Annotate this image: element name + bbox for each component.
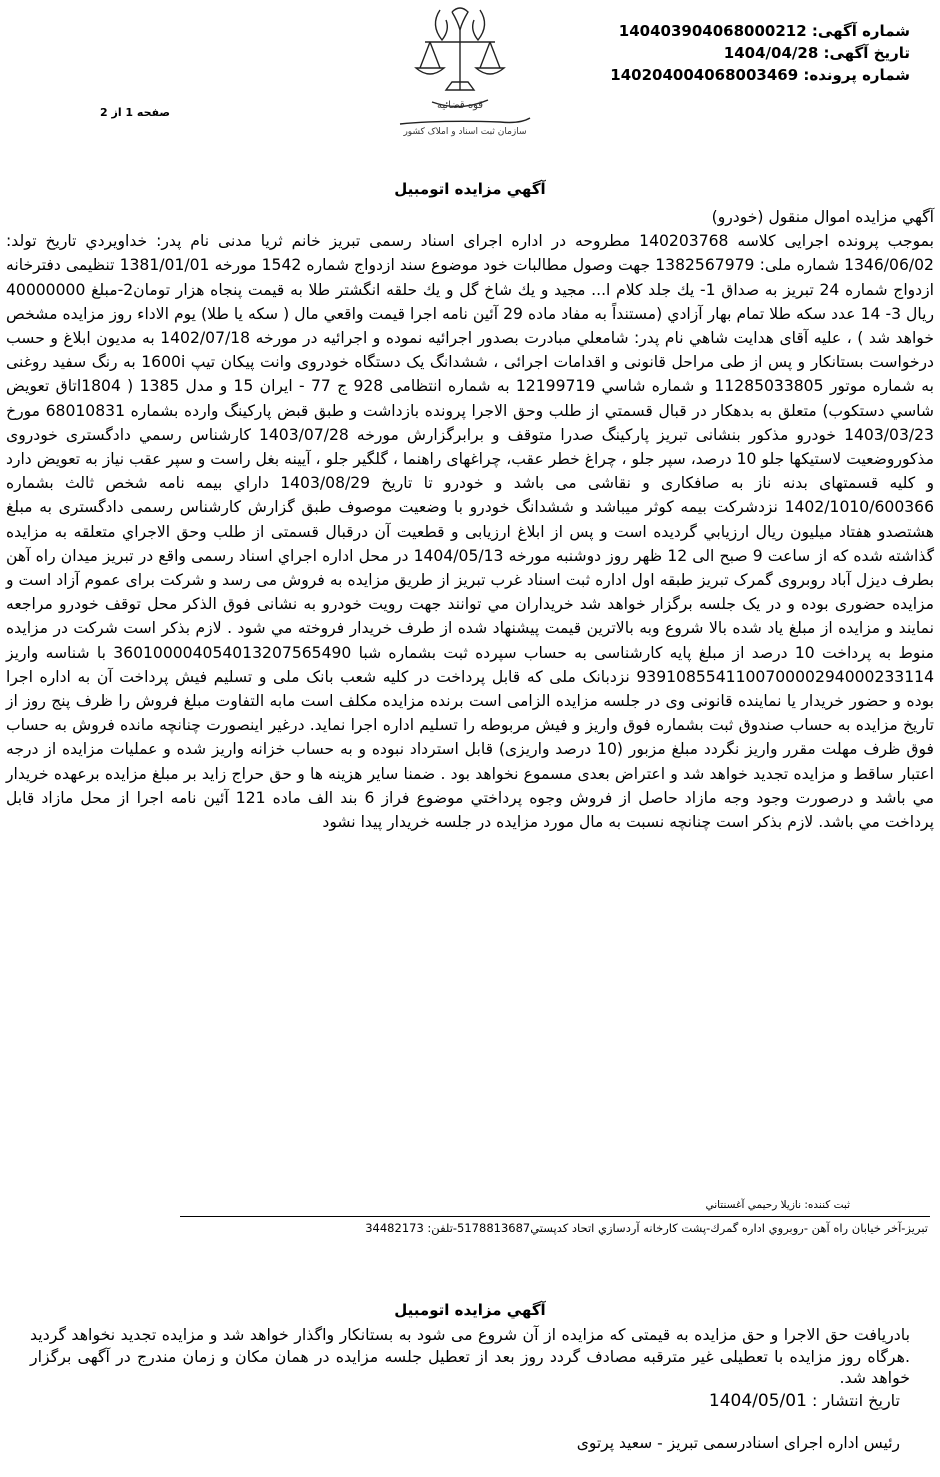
emblem-text-judiciary: قوه قضائیه [436,100,484,111]
publication-date-label: تاریخ انتشار : [812,1391,900,1410]
notice-title-continued: آگهي مزايده اتومبيل [394,1301,546,1319]
notice-meta [610,20,910,86]
office-address: تبريز-آخر خيابان راه آهن -روبروي اداره گمرك-پشت كارخانه آردسازي اتحاد كدپستي5178813687-تلفن: 34482173 [365,1221,928,1235]
case-number-label: شماره پرونده: [803,66,910,84]
page-indicator: صفحه 1 از 2 [100,106,171,119]
notice-title: آگهي مزايده اتومبيل [394,180,546,198]
divider [180,1216,930,1217]
notice-date-label: تاریخ آگهی: [823,44,910,62]
notice-number-label: شماره آگهی: [811,22,910,40]
notice-number: 140403904068000212 [618,22,807,40]
publication-date [709,1390,900,1412]
notice-date-row [610,42,910,64]
emblem-text-organization: سازمان ثبت اسناد و املاک کشور [403,127,527,137]
notice-paragraph: بموجب پرونده اجرایی کلاسه 140203768 مطروحه در اداره اجرای اسناد رسمی تبریز خانم ثریا مدنی نام پدر: خداويردي تاریخ تولد: 1346/06/02 شماره ملی: 1382567979 جهت وصول مطالبات خود موضوع سند ازدواج شماره 1542 مورخه 1381/01/01 تنظیمی دفترخانه ازدواج شماره 24 تبریز به صداق 1- یك جلد کلام ا... مجید و يك شاخ گل و يك حلقه انگشتر طلا به قیمت پنجاه هزار تومان2-مبلغ 40000000 ريال 3- 14 عدد سكه طلا تمام بهار آزادي (مستنداً به مفاد ماده 29 آئين نامه اجرا قيمت واقعي مال ( سكه يا طلا) يوم الاداء روز مزايده مشخص خواهد شد ) ، علیه آقای هدایت شاهي نام پدر: شامعلي مبادرت بصدور اجرائيه نموده و اجرائيه در مورخه 1402/07/18 به مديون ابلاغ و حسب درخواست بستانكار و پس از طی مراحل قانونی و اقدامات اجرائی ، ششدانگ یک دستگاه خودروی وانت پیکان تیپ 1600i به رنگ سفید روغنی به شماره موتور 11285033805 و شماره شاسي 12199719 به شماره انتظامی 928 ج 77 - ایران 15 و مدل 1385 ( 1804اتاق تعويض شاسي دستكوب) متعلق به بدهكار در قبال قسمتي از طلب وحق الاجرا پرونده بازداشت و طبق قبض پارکینگ وارده بشماره 68010831 مورخ 1403/03/23 خودرو مذكور بنشانی تبريز پاركينگ صدرا متوقف و برابرگزارش مورخه 1403/07/28 کارشناس رسمي دادگستری خودروی مذکوروضعیت لاستیکها جلو 10 درصد، سپر جلو ، چراغ خطر عقب، چراغهای راهنما ، گلگیر جلو ، آیینه بغل راست و سپر عقب نیاز به تعویض دارد و کلیه قسمتهای بدنه ناز به صافکاری و نقاشی می باشد و خودرو تا تاریخ 1403/08/29 داراي بيمه نامه شخص ثالث بشماره 1402/1010/600366 نزدشركت بيمه كوثر ميباشد و ششدانگ خودرو با وضعيت موصوف طبق گزارش کارشناس رسمی دادگستری به مبلغ هشتصدو هفتاد میلیون ریال ارزيابي گرديده است و پس از ابلاغ ارزیابی و قطعیت آن درقبال قسمتی از طلب وحق الاجراي متعلقه به مزايده گذاشته شده كه از ساعت 9 صبح الی 12 ظهر روز دوشنبه مورخه 1404/05/13 در محل اداره اجراي اسناد رسمی واقع در تبریز میدان راه آهن بطرف دیزل آباد روبروی گمرک تبریز طبقه اول اداره ثبت اسناد غرب تبریز از طریق مزايده به فروش می رسد و شرکت برای عموم آزاد است و مزايده حضوری بوده و در یک جلسه برگزار خواهد شد خريداران مي توانند جهت رويت خودرو به نشانی فوق الذکر محل توقف خودرو مراجعه نمايند و مزايده از مبلغ ياد شده بالا شروع وبه بالاترين قيمت پيشنهاد شده از طرف خريدار فروخته مي شود . لازم بذکر است شرکت در مزايده منوط به پرداخت 10 درصد از مبلغ پایه کارشناسی به حساب سپرده ثبت بشماره شبا 360100004054013207565490 با شناسه واریز 939108554110070000294000233114 نزدبانک ملی که قابل پرداخت در کلیه شعب بانک ملی و تسلیم فیش پرداخت آن به اداره اجرا بوده و حضور خریدار یا نماینده قانونی وی در جلسه مزايده الزامی است برنده مزايده مکلف است مابه التفاوت مبلغ فروش را ظرف پنج روز از تاریخ مزايده به حساب صندوق ثبت بشماره فوق واریز و فیش مربوطه را تسلیم اداره اجرا نماید. درغیر اینصورت چنانچه مانده فروش به حساب فوق ظرف مهلت مقرر واریز نگردد مبلغ مزبور (10 درصد واریزی) قابل استرداد نبوده و به حساب خزانه واريز شده و عملیات مزايده از درجه اعتبار ساقط و مزايده تجدید خواهد شد و اعتراض بعدی مسموع نخواهد بود . ضمنا ساير هزينه ها و حق حراج زايد بر مبلغ مزايده برعهده خريدار مي باشد و درصورت وجود وجه مازاد حاصل از فروش وجوه پرداختي موضوع فراز 6 بند الف ماده 121 آئين نامه اجرا از محل مازاد قابل پرداخت مي باشد. لازم بذكر است چنانچه نسبت به مال مورد مزايده در جلسه خريدار پيدا نشود [6,232,935,832]
registrar: ثبت كننده: نازيلا رحيمي آغسنتاني [705,1199,850,1211]
signatory: رئيس اداره اجرای اسنادرسمی تبريز - سعيد پرتوی [576,1434,900,1452]
notice-body-1 [6,205,934,834]
publication-date-value: 1404/05/01 [708,1391,807,1411]
notice-number-row [610,20,910,42]
case-number: 140204004068003469 [610,66,799,84]
notice-date: 1404/04/28 [723,44,819,62]
notice-body-2: بادريافت حق الاجرا و حق مزايده به قيمتی كه مزايده از آن شروع می شود به بستانكار واگذار خواهد شد و مزايده تجديد نخواهد گرديد .هرگاه روز مزايده با تعطيلی غير مترقبه مصادف گردد روز بعد از تعطيل جلسه مزايده در همان مکان و زمان مندرج در آگهی برگزار خواهد شد. [30,1325,910,1387]
case-number-row [610,64,910,86]
judiciary-emblem-icon [370,0,550,140]
notice-subtitle: آگهي مزايده اموال منقول (خودرو) [711,208,934,226]
